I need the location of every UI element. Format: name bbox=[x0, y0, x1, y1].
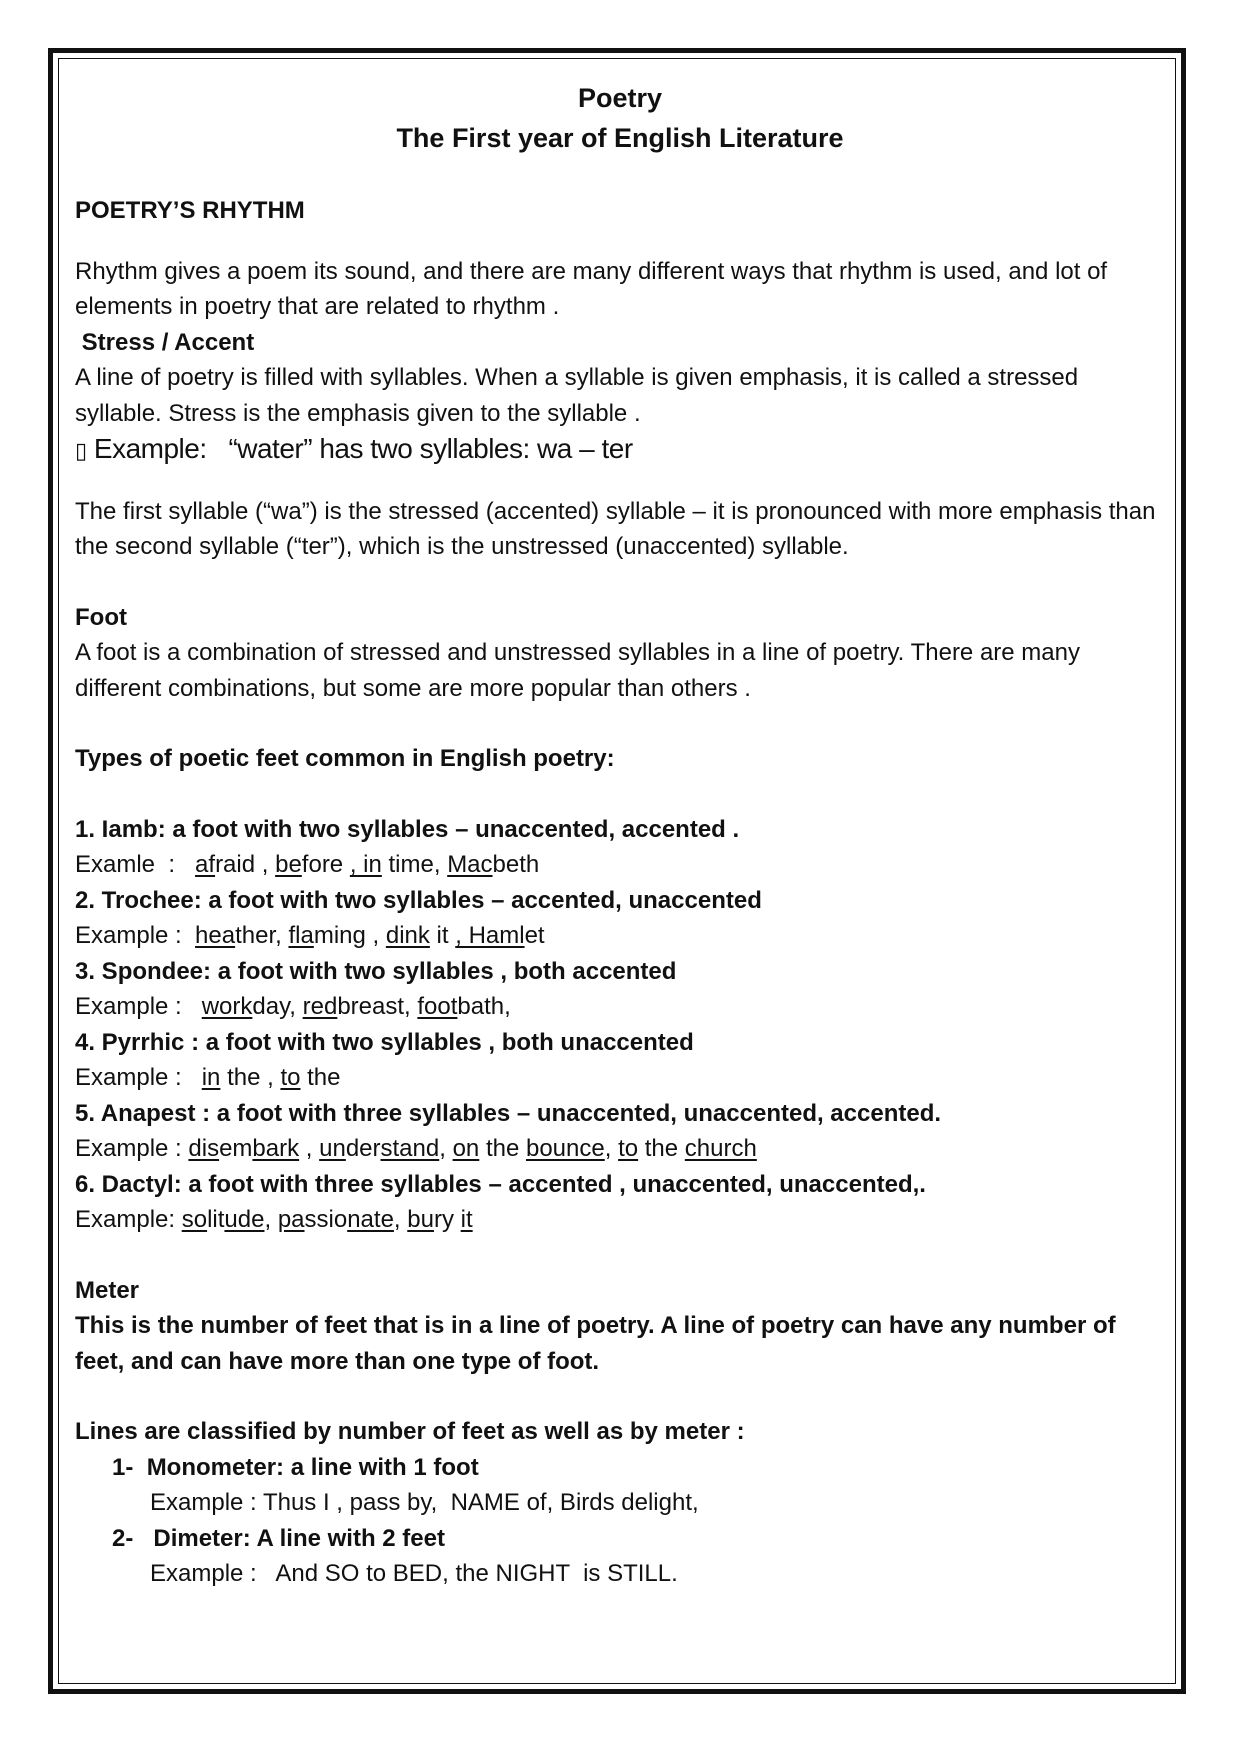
example-text: raid , bbox=[215, 851, 276, 878]
foot-type-example bbox=[75, 847, 1165, 883]
line-item-title bbox=[75, 1450, 1165, 1486]
stressed-syllable: pa bbox=[277, 1206, 305, 1233]
line-item-title bbox=[75, 1521, 1165, 1557]
foot-type-example bbox=[75, 918, 1165, 954]
stressed-syllable: foot bbox=[417, 993, 458, 1020]
lines-heading: Lines are classified by number of feet as well as by meter : bbox=[75, 1418, 745, 1445]
stressed-syllable: un bbox=[319, 1135, 346, 1162]
stressed-syllable: work bbox=[201, 993, 253, 1020]
stressed-syllable: so bbox=[181, 1206, 208, 1233]
stressed-syllable: dis bbox=[188, 1135, 220, 1162]
line-item bbox=[75, 1521, 1165, 1592]
stressed-syllable: to bbox=[618, 1135, 639, 1162]
stressed-syllable: be bbox=[275, 851, 302, 878]
types-heading: Types of poetic feet common in English poetry: bbox=[75, 745, 615, 772]
foot-type-example bbox=[75, 1202, 1165, 1238]
example-label: Examle : bbox=[75, 851, 189, 878]
foot-type-definition: 5. Anapest : a foot with three syllables – unaccented, unaccented, accented. bbox=[75, 1099, 942, 1127]
example-text: lit bbox=[207, 1206, 225, 1233]
meter-heading: Meter bbox=[75, 1276, 140, 1304]
example-text: day, bbox=[252, 993, 303, 1020]
line-item bbox=[75, 1450, 1165, 1521]
example-text: , bbox=[604, 1135, 619, 1162]
example-text: the bbox=[300, 1064, 341, 1091]
stress-example-text: Example: “water” has two syllables: wa – ter bbox=[86, 433, 633, 464]
stressed-syllable: , in bbox=[349, 851, 382, 878]
stress-example bbox=[75, 431, 1165, 469]
example-label: Example : bbox=[75, 993, 202, 1020]
foot-type-item bbox=[75, 1096, 1165, 1167]
example-text: the , bbox=[220, 1064, 281, 1091]
stressed-syllable: in bbox=[201, 1064, 221, 1091]
example-label: Example : bbox=[75, 1064, 202, 1091]
example-label: Example: bbox=[75, 1206, 182, 1233]
example-text: the bbox=[479, 1135, 526, 1162]
stressed-syllable: dink bbox=[385, 922, 430, 949]
stressed-syllable: it bbox=[460, 1206, 473, 1233]
stressed-syllable: bounce bbox=[525, 1135, 605, 1162]
stressed-syllable: bu bbox=[407, 1206, 434, 1233]
stressed-syllable: red bbox=[302, 993, 338, 1020]
foot-type-item bbox=[75, 1025, 1165, 1096]
stressed-syllable: ude bbox=[224, 1206, 265, 1233]
foot-type-item bbox=[75, 883, 1165, 954]
foot-type-definition: 3. Spondee: a foot with two syllables , both accented bbox=[75, 957, 677, 985]
example-text: the bbox=[638, 1135, 685, 1162]
example-text: , bbox=[393, 1206, 408, 1233]
example-text: et bbox=[524, 922, 545, 949]
foot-type-item bbox=[75, 1167, 1165, 1238]
example-text: it bbox=[429, 922, 456, 949]
stress-explanation: The first syllable (“wa”) is the stressed (accented) syllable – it is pronounced with more emphasis than the second syllable (“ter”), which is the unstressed (unaccented) syllable. bbox=[75, 497, 1156, 560]
example-text: , bbox=[299, 1135, 320, 1162]
stressed-syllable: nate bbox=[347, 1206, 394, 1233]
foot-type-definition: 6. Dactyl: a foot with three syllables – accented , unaccented, unaccented,. bbox=[75, 1170, 926, 1198]
example-text: bath, bbox=[457, 993, 511, 1020]
stressed-syllable: fla bbox=[288, 922, 314, 949]
feet-list bbox=[75, 812, 1165, 1238]
example-label: Example : bbox=[75, 922, 196, 949]
foot-type-definition: 1. Iamb: a foot with two syllables – unaccented, accented . bbox=[75, 815, 740, 843]
line-item-number: 2- bbox=[112, 1524, 134, 1552]
stressed-syllable: , Haml bbox=[455, 922, 525, 949]
stressed-syllable: af bbox=[195, 851, 216, 878]
example-text: , bbox=[264, 1206, 278, 1233]
example-text: ming , bbox=[313, 922, 386, 949]
foot-type-definition: 4. Pyrrhic : a foot with two syllables , both unaccented bbox=[75, 1028, 694, 1056]
line-item-example: Example : Thus I , pass by, NAME of, Birds delight, bbox=[150, 1489, 699, 1516]
line-item-title-text: Monometer: a line with 1 foot bbox=[146, 1453, 479, 1481]
stressed-syllable: Mac bbox=[447, 851, 493, 878]
meter-text: This is the number of feet that is in a line of poetry. A line of poetry can have any number of feet, and can have more than one type of foot. bbox=[75, 1312, 1116, 1375]
example-text: fore bbox=[301, 851, 350, 878]
example-text: beth bbox=[492, 851, 540, 878]
rhythm-heading: POETRY’S RHYTHM bbox=[75, 197, 305, 224]
stressed-syllable: bark bbox=[252, 1135, 300, 1162]
example-text: ther, bbox=[235, 922, 289, 949]
example-text: breast, bbox=[337, 993, 418, 1020]
stressed-syllable: church bbox=[684, 1135, 757, 1162]
example-label: Example : bbox=[75, 1135, 189, 1162]
stress-text: A line of poetry is filled with syllables. When a syllable is given emphasis, it is called a stressed syllable. Stress is the emphasis given to the syllable . bbox=[75, 364, 1079, 427]
foot-type-example bbox=[75, 989, 1165, 1025]
stressed-syllable: on bbox=[452, 1135, 480, 1162]
example-text: ry bbox=[433, 1206, 461, 1233]
foot-type-example bbox=[75, 1060, 1165, 1096]
example-text: ssio bbox=[304, 1206, 348, 1233]
example-text: , bbox=[439, 1135, 453, 1162]
example-text: time, bbox=[381, 851, 448, 878]
foot-type-item bbox=[75, 954, 1165, 1025]
bullet-icon: ▯ bbox=[75, 438, 87, 463]
rhythm-intro: Rhythm gives a poem its sound, and there are many different ways that rhythm is used, and lot of elements in poetry that are related to rhythm . bbox=[75, 257, 1108, 320]
line-item-title-text: Dimeter: A line with 2 feet bbox=[146, 1524, 445, 1552]
stressed-syllable: hea bbox=[195, 922, 236, 949]
example-text: em bbox=[219, 1135, 253, 1162]
foot-text: A foot is a combination of stressed and unstressed syllables in a line of poetry. There are many different combinations, but some are more popular than others . bbox=[75, 639, 1080, 702]
line-item-example: Example : And SO to BED, the NIGHT is STILL. bbox=[150, 1560, 678, 1587]
foot-type-definition: 2. Trochee: a foot with two syllables – accented, unaccented bbox=[75, 886, 762, 914]
example-text: der bbox=[345, 1135, 381, 1162]
stress-heading: Stress / Accent bbox=[75, 328, 255, 356]
document-body bbox=[75, 78, 1165, 1592]
foot-type-example bbox=[75, 1131, 1165, 1167]
line-item-number: 1- bbox=[112, 1453, 134, 1481]
stressed-syllable: to bbox=[280, 1064, 301, 1091]
foot-type-item bbox=[75, 812, 1165, 883]
page-subtitle: The First year of English Literature bbox=[396, 123, 844, 153]
page-title: Poetry bbox=[577, 83, 663, 113]
foot-heading: Foot bbox=[75, 603, 127, 631]
stressed-syllable: stand bbox=[380, 1135, 440, 1162]
